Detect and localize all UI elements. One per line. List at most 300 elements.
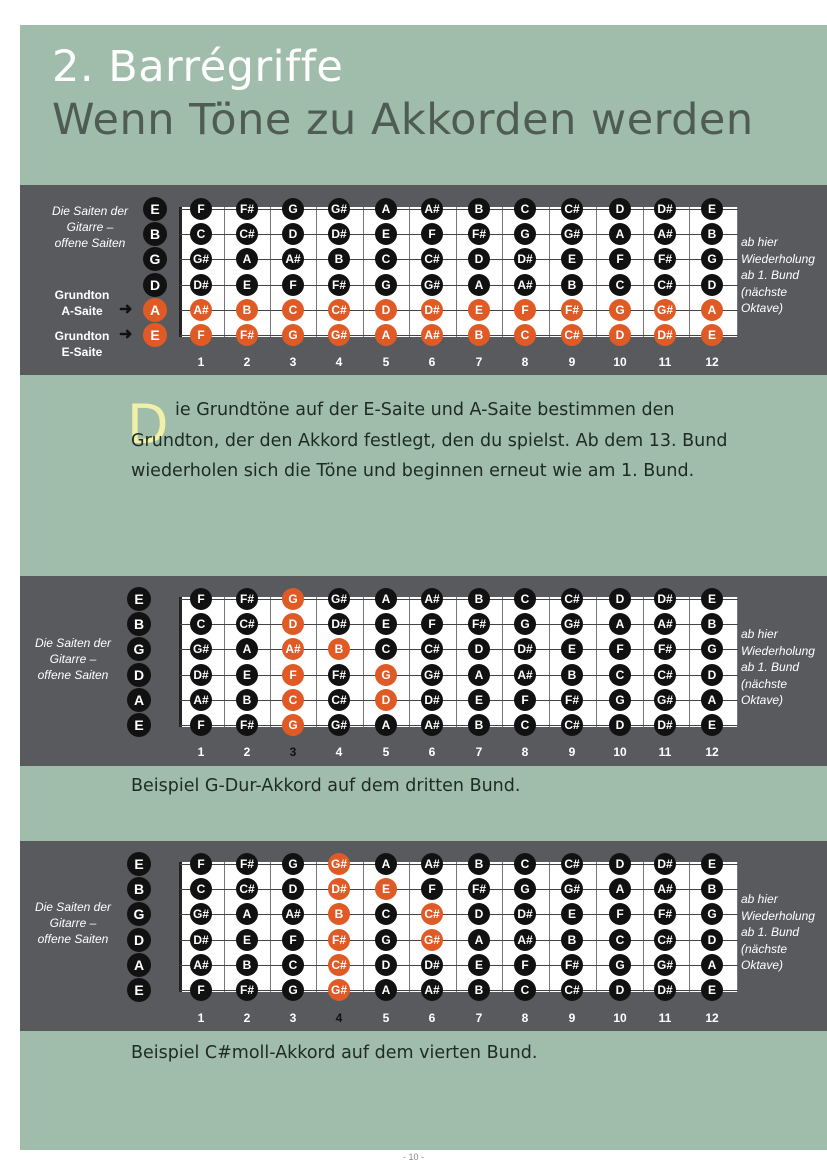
note-dot: F bbox=[514, 689, 536, 711]
drop-cap: D bbox=[127, 393, 169, 456]
fret-line bbox=[689, 862, 690, 992]
page-title: 2. Barrégriffe bbox=[52, 42, 344, 92]
fret-number: 10 bbox=[613, 745, 627, 759]
note-dot: G# bbox=[190, 903, 212, 925]
fret-number: 9 bbox=[568, 1011, 576, 1025]
fret-number: 4 bbox=[335, 745, 343, 759]
note-dot: C bbox=[190, 223, 212, 245]
note-dot: E bbox=[468, 689, 490, 711]
note-dot: G# bbox=[328, 198, 350, 220]
fret-line bbox=[456, 597, 457, 727]
note-dot: E bbox=[375, 223, 397, 245]
note-dot: F bbox=[190, 198, 212, 220]
fret-number: 3 bbox=[289, 355, 297, 369]
nut bbox=[179, 207, 182, 337]
note-dot: F# bbox=[468, 223, 490, 245]
note-dot: A# bbox=[421, 198, 443, 220]
fret-number: 3 bbox=[289, 745, 297, 759]
open-string-e: E bbox=[143, 323, 167, 347]
note-dot: A# bbox=[514, 274, 536, 296]
note-dot: A# bbox=[654, 878, 676, 900]
note-dot: C# bbox=[561, 714, 583, 736]
note-dot: A bbox=[468, 274, 490, 296]
note-dot: A# bbox=[421, 588, 443, 610]
note-dot: C bbox=[609, 274, 631, 296]
note-dot: F bbox=[190, 979, 212, 1001]
fret-line bbox=[363, 862, 364, 992]
note-dot: G# bbox=[328, 714, 350, 736]
note-dot: C bbox=[514, 324, 536, 346]
fret-line bbox=[737, 597, 738, 727]
note-dot: C# bbox=[421, 248, 443, 270]
note-dot: E bbox=[561, 248, 583, 270]
fret-number: 6 bbox=[428, 1011, 436, 1025]
fret-line bbox=[316, 597, 317, 727]
note-dot: F# bbox=[561, 689, 583, 711]
strings-label: Die Saiten der Gitarre – offene Saiten bbox=[51, 204, 129, 250]
note-dot: F bbox=[609, 638, 631, 660]
fretboard bbox=[180, 862, 738, 992]
note-dot: D# bbox=[328, 613, 350, 635]
note-dot: F# bbox=[468, 613, 490, 635]
fret-line bbox=[643, 862, 644, 992]
note-dot: A# bbox=[421, 853, 443, 875]
fret-number: 8 bbox=[521, 1011, 529, 1025]
open-string-e: E bbox=[127, 713, 151, 737]
note-dot: C bbox=[514, 853, 536, 875]
note-dot: A bbox=[468, 929, 490, 951]
note-dot: E bbox=[701, 979, 723, 1001]
note-dot: A# bbox=[654, 223, 676, 245]
fret-line bbox=[689, 207, 690, 337]
note-dot: C bbox=[375, 248, 397, 270]
note-dot: C# bbox=[421, 638, 443, 660]
note-dot: C# bbox=[328, 299, 350, 321]
note-dot: A# bbox=[654, 613, 676, 635]
note-dot: C bbox=[609, 929, 631, 951]
fret-line bbox=[409, 862, 410, 992]
fret-number: 12 bbox=[705, 745, 719, 759]
fret-line bbox=[270, 597, 271, 727]
note-dot: A bbox=[609, 223, 631, 245]
note-dot: G bbox=[375, 664, 397, 686]
note-dot: D bbox=[609, 979, 631, 1001]
note-dot: C# bbox=[654, 929, 676, 951]
open-string-a: A bbox=[127, 953, 151, 977]
fret-line bbox=[409, 207, 410, 337]
note-dot: D bbox=[609, 714, 631, 736]
note-dot: F# bbox=[468, 878, 490, 900]
note-dot: C# bbox=[561, 853, 583, 875]
note-dot: F# bbox=[328, 929, 350, 951]
note-dot: B bbox=[468, 324, 490, 346]
note-dot: B bbox=[468, 714, 490, 736]
open-string-d: D bbox=[127, 663, 151, 687]
open-string-g: G bbox=[143, 247, 167, 271]
note-dot: G# bbox=[654, 299, 676, 321]
fret-number: 1 bbox=[197, 355, 205, 369]
fret-number: 12 bbox=[705, 355, 719, 369]
note-dot: D# bbox=[514, 903, 536, 925]
note-dot: A bbox=[375, 714, 397, 736]
fret-line bbox=[549, 207, 550, 337]
note-dot: A bbox=[236, 248, 258, 270]
fret-number: 6 bbox=[428, 355, 436, 369]
note-dot: A# bbox=[282, 903, 304, 925]
note-dot: A# bbox=[282, 638, 304, 660]
note-dot: D bbox=[282, 613, 304, 635]
note-dot: D bbox=[609, 324, 631, 346]
note-dot: F bbox=[514, 954, 536, 976]
page-subtitle: Wenn Töne zu Akkorden werden bbox=[52, 95, 754, 145]
open-string-e: E bbox=[127, 852, 151, 876]
note-dot: D bbox=[375, 954, 397, 976]
note-dot: C# bbox=[236, 223, 258, 245]
fret-number: 9 bbox=[568, 745, 576, 759]
note-dot: D# bbox=[190, 929, 212, 951]
note-dot: F bbox=[609, 903, 631, 925]
note-dot: B bbox=[701, 878, 723, 900]
note-dot: C bbox=[190, 878, 212, 900]
note-dot: C bbox=[375, 638, 397, 660]
fret-number: 8 bbox=[521, 355, 529, 369]
note-dot: F bbox=[282, 664, 304, 686]
fret-line bbox=[456, 862, 457, 992]
note-dot: F# bbox=[236, 198, 258, 220]
note-dot: G bbox=[282, 324, 304, 346]
note-dot: C# bbox=[236, 613, 258, 635]
fret-number: 2 bbox=[243, 745, 251, 759]
note-dot: C# bbox=[328, 954, 350, 976]
note-dot: D# bbox=[514, 638, 536, 660]
intro-paragraph bbox=[131, 395, 751, 487]
note-dot: C bbox=[514, 198, 536, 220]
note-dot: D# bbox=[514, 248, 536, 270]
fret-line bbox=[549, 862, 550, 992]
grundton-e-label: Grundton E-Saite bbox=[54, 329, 110, 359]
fret-number: 7 bbox=[475, 355, 483, 369]
note-dot: D# bbox=[190, 274, 212, 296]
note-dot: A bbox=[375, 588, 397, 610]
note-dot: G# bbox=[421, 274, 443, 296]
note-dot: D bbox=[375, 299, 397, 321]
note-dot: B bbox=[468, 979, 490, 1001]
note-dot: D bbox=[468, 638, 490, 660]
note-dot: D bbox=[609, 198, 631, 220]
fret-number: 9 bbox=[568, 355, 576, 369]
open-string-d: D bbox=[127, 928, 151, 952]
repeat-label: ab hier Wiederholung ab 1. Bund (nächste Oktave) bbox=[741, 235, 815, 315]
note-dot: F# bbox=[328, 664, 350, 686]
fret-line bbox=[363, 207, 364, 337]
note-dot: A bbox=[375, 853, 397, 875]
note-dot: G bbox=[609, 689, 631, 711]
note-dot: G bbox=[282, 853, 304, 875]
fret-line bbox=[643, 597, 644, 727]
note-dot: G bbox=[375, 929, 397, 951]
note-dot: E bbox=[701, 324, 723, 346]
fret-number: 7 bbox=[475, 745, 483, 759]
note-dot: D bbox=[609, 588, 631, 610]
note-dot: G# bbox=[328, 588, 350, 610]
note-dot: C# bbox=[654, 274, 676, 296]
note-dot: G bbox=[514, 878, 536, 900]
note-dot: C bbox=[609, 664, 631, 686]
note-dot: G# bbox=[190, 638, 212, 660]
open-string-b: B bbox=[127, 612, 151, 636]
note-dot: D# bbox=[654, 853, 676, 875]
note-dot: F bbox=[190, 588, 212, 610]
note-dot: F bbox=[609, 248, 631, 270]
note-dot: A bbox=[236, 638, 258, 660]
fret-number: 11 bbox=[658, 745, 672, 759]
open-string-b: B bbox=[127, 877, 151, 901]
note-dot: G bbox=[514, 223, 536, 245]
note-dot: G# bbox=[421, 929, 443, 951]
note-dot: B bbox=[561, 929, 583, 951]
note-dot: A bbox=[609, 878, 631, 900]
note-dot: C bbox=[190, 613, 212, 635]
note-dot: F# bbox=[654, 903, 676, 925]
note-dot: B bbox=[328, 248, 350, 270]
note-dot: D bbox=[701, 664, 723, 686]
fret-line bbox=[596, 862, 597, 992]
fret-number: 7 bbox=[475, 1011, 483, 1025]
fret-number: 11 bbox=[658, 355, 672, 369]
note-dot: G bbox=[282, 714, 304, 736]
fret-number: 3 bbox=[289, 1011, 297, 1025]
note-dot: B bbox=[236, 689, 258, 711]
note-dot: A bbox=[609, 613, 631, 635]
note-dot: D# bbox=[654, 714, 676, 736]
fret-line bbox=[737, 207, 738, 337]
note-dot: F# bbox=[236, 324, 258, 346]
fret-line bbox=[596, 597, 597, 727]
note-dot: G# bbox=[654, 689, 676, 711]
fret-line bbox=[270, 862, 271, 992]
note-dot: B bbox=[328, 903, 350, 925]
fret-number: 12 bbox=[705, 1011, 719, 1025]
strings-label: Die Saiten der Gitarre – offene Saiten bbox=[34, 900, 112, 946]
fret-number: 8 bbox=[521, 745, 529, 759]
note-dot: A# bbox=[421, 714, 443, 736]
open-string-a: A bbox=[127, 688, 151, 712]
note-dot: G# bbox=[561, 878, 583, 900]
note-dot: C bbox=[514, 714, 536, 736]
caption-g-dur: Beispiel G-Dur-Akkord auf dem dritten Bund. bbox=[131, 776, 521, 796]
repeat-label: ab hier Wiederholung ab 1. Bund (nächste Oktave) bbox=[741, 627, 815, 707]
note-dot: E bbox=[236, 664, 258, 686]
note-dot: E bbox=[701, 588, 723, 610]
note-dot: E bbox=[701, 853, 723, 875]
fret-number: 5 bbox=[382, 1011, 390, 1025]
note-dot: D# bbox=[654, 324, 676, 346]
fret-number: 11 bbox=[658, 1011, 672, 1025]
note-dot: B bbox=[236, 299, 258, 321]
note-dot: F bbox=[282, 929, 304, 951]
note-dot: C# bbox=[561, 588, 583, 610]
fret-line bbox=[270, 207, 271, 337]
fret-line bbox=[502, 597, 503, 727]
note-dot: E bbox=[701, 198, 723, 220]
open-string-b: B bbox=[143, 222, 167, 246]
note-dot: A bbox=[468, 664, 490, 686]
note-dot: D# bbox=[654, 588, 676, 610]
note-dot: C bbox=[375, 903, 397, 925]
note-dot: E bbox=[236, 929, 258, 951]
fret-number: 1 bbox=[197, 745, 205, 759]
note-dot: C bbox=[282, 689, 304, 711]
note-dot: F# bbox=[236, 588, 258, 610]
caption-c-moll: Beispiel C#moll-Akkord auf dem vierten Bund. bbox=[131, 1043, 538, 1063]
fret-line bbox=[409, 597, 410, 727]
note-dot: F bbox=[282, 274, 304, 296]
note-dot: C# bbox=[328, 689, 350, 711]
note-dot: B bbox=[468, 198, 490, 220]
note-dot: G bbox=[375, 274, 397, 296]
note-dot: D bbox=[701, 929, 723, 951]
note-dot: D# bbox=[654, 198, 676, 220]
note-dot: F# bbox=[561, 954, 583, 976]
fret-number: 4 bbox=[335, 1011, 343, 1025]
strings-label: Die Saiten der Gitarre – offene Saiten bbox=[34, 636, 112, 682]
note-dot: A# bbox=[282, 248, 304, 270]
fret-line bbox=[316, 862, 317, 992]
note-dot: C# bbox=[561, 979, 583, 1001]
note-dot: F# bbox=[236, 853, 258, 875]
note-dot: F bbox=[421, 223, 443, 245]
note-dot: A# bbox=[190, 299, 212, 321]
note-dot: D bbox=[282, 223, 304, 245]
grundton-a-label: Grundton A-Saite bbox=[54, 287, 110, 318]
note-dot: A bbox=[375, 979, 397, 1001]
open-string-g: G bbox=[127, 637, 151, 661]
note-dot: A# bbox=[190, 689, 212, 711]
fret-line bbox=[224, 862, 225, 992]
note-dot: E bbox=[701, 714, 723, 736]
note-dot: B bbox=[701, 613, 723, 635]
note-dot: G# bbox=[561, 223, 583, 245]
note-dot: D# bbox=[328, 223, 350, 245]
fret-number: 1 bbox=[197, 1011, 205, 1025]
fret-line bbox=[224, 597, 225, 727]
note-dot: G# bbox=[328, 979, 350, 1001]
fret-line bbox=[224, 207, 225, 337]
fret-line bbox=[502, 207, 503, 337]
note-dot: A bbox=[236, 903, 258, 925]
note-dot: A# bbox=[421, 979, 443, 1001]
arrow-icon: ➜ bbox=[119, 326, 133, 343]
open-string-g: G bbox=[127, 902, 151, 926]
fret-line bbox=[689, 597, 690, 727]
note-dot: A bbox=[375, 324, 397, 346]
nut bbox=[179, 597, 182, 727]
fret-line bbox=[316, 207, 317, 337]
note-dot: F# bbox=[654, 638, 676, 660]
note-dot: E bbox=[236, 274, 258, 296]
note-dot: G bbox=[701, 903, 723, 925]
note-dot: B bbox=[561, 664, 583, 686]
note-dot: G bbox=[282, 588, 304, 610]
fret-number: 5 bbox=[382, 355, 390, 369]
note-dot: D bbox=[609, 853, 631, 875]
note-dot: G# bbox=[654, 954, 676, 976]
fret-line bbox=[596, 207, 597, 337]
note-dot: F# bbox=[654, 248, 676, 270]
nut bbox=[179, 862, 182, 992]
note-dot: G bbox=[514, 613, 536, 635]
note-dot: F# bbox=[236, 979, 258, 1001]
open-string-a: A bbox=[143, 298, 167, 322]
note-dot: G# bbox=[328, 853, 350, 875]
note-dot: A bbox=[701, 954, 723, 976]
note-dot: A# bbox=[514, 929, 536, 951]
note-dot: E bbox=[468, 299, 490, 321]
note-dot: B bbox=[328, 638, 350, 660]
fret-number: 5 bbox=[382, 745, 390, 759]
note-dot: G bbox=[609, 954, 631, 976]
note-dot: G# bbox=[190, 248, 212, 270]
fret-number: 2 bbox=[243, 355, 251, 369]
note-dot: B bbox=[561, 274, 583, 296]
note-dot: G bbox=[609, 299, 631, 321]
note-dot: F# bbox=[561, 299, 583, 321]
note-dot: A bbox=[375, 198, 397, 220]
note-dot: F bbox=[190, 324, 212, 346]
arrow-icon: ➜ bbox=[119, 301, 133, 318]
note-dot: G bbox=[282, 979, 304, 1001]
note-dot: D bbox=[468, 248, 490, 270]
note-dot: C# bbox=[654, 664, 676, 686]
note-dot: F bbox=[190, 853, 212, 875]
note-dot: B bbox=[701, 223, 723, 245]
note-dot: F# bbox=[236, 714, 258, 736]
note-dot: G# bbox=[561, 613, 583, 635]
fret-number: 6 bbox=[428, 745, 436, 759]
note-dot: F bbox=[514, 299, 536, 321]
note-dot: A bbox=[701, 689, 723, 711]
note-dot: D# bbox=[421, 954, 443, 976]
open-string-e: E bbox=[127, 587, 151, 611]
note-dot: F bbox=[421, 878, 443, 900]
note-dot: F bbox=[190, 714, 212, 736]
note-dot: E bbox=[561, 638, 583, 660]
note-dot: E bbox=[468, 954, 490, 976]
fret-line bbox=[456, 207, 457, 337]
note-dot: A# bbox=[514, 664, 536, 686]
note-dot: C bbox=[514, 979, 536, 1001]
fret-line bbox=[737, 862, 738, 992]
fret-line bbox=[643, 207, 644, 337]
repeat-label: ab hier Wiederholung ab 1. Bund (nächste Oktave) bbox=[741, 892, 815, 972]
note-dot: F bbox=[421, 613, 443, 635]
note-dot: D# bbox=[421, 299, 443, 321]
note-dot: C# bbox=[421, 903, 443, 925]
note-dot: C# bbox=[561, 198, 583, 220]
fret-number: 4 bbox=[335, 355, 343, 369]
note-dot: D# bbox=[328, 878, 350, 900]
note-dot: B bbox=[468, 588, 490, 610]
note-dot: A# bbox=[421, 324, 443, 346]
open-string-e: E bbox=[143, 197, 167, 221]
note-dot: G bbox=[701, 638, 723, 660]
note-dot: C bbox=[282, 954, 304, 976]
note-dot: C# bbox=[236, 878, 258, 900]
note-dot: B bbox=[236, 954, 258, 976]
note-dot: C bbox=[282, 299, 304, 321]
fret-line bbox=[502, 862, 503, 992]
note-dot: F# bbox=[328, 274, 350, 296]
